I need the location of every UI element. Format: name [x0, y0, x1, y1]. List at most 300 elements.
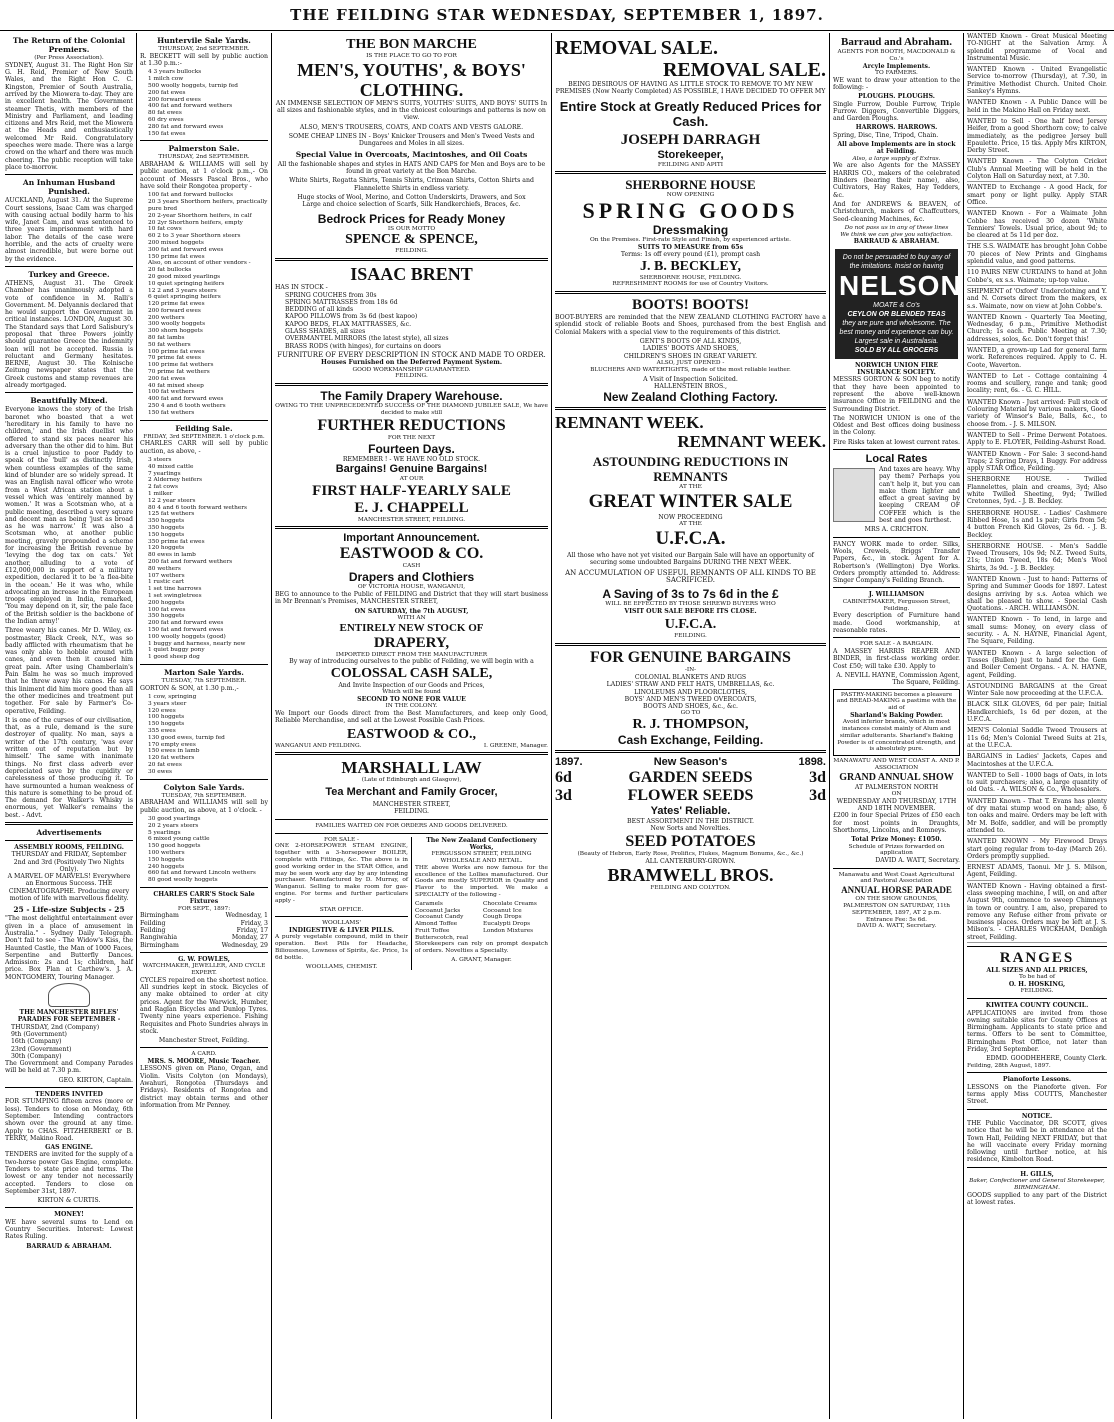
article-body: SYDNEY, August 31. The Right Hon Sir G. H. Reid, Premier of New South Wales, and the Right Hon C. C. Kingston, Premier of South Australia, arrived by the Miowera to-day. They are in excellent health. The Government steamer Thetis, with members of the Ministry and Parliament, and leading citizens and Mrs Reid, met the Miowera at the Heads and enthusiastically welcomed Mr Reid. Congratulatory speeches were made. There was a large crowd on the wharf and there was much cheering. The public reception will take place to-morrow.	[5, 61, 133, 171]
ad-text: ALL CANTERBURY-GROWN.	[645, 857, 736, 865]
ad-text: We think we can give you satisfaction.	[840, 231, 953, 238]
ad-text: FERGUSSON STREET, FEILDING	[431, 851, 532, 858]
list-item: SPRING MATTRASSES from 18s 6d	[285, 298, 398, 306]
classified-ad: WANTED Known - United Evangelistic Service to-morrow (Thursday), at 7.30, in Primitive Methodist Church. United Choir. Sankey's Hymns.	[967, 66, 1107, 97]
list-item: 1 quiet buggy pony	[148, 647, 205, 654]
list-item: 50 fat wethers	[148, 341, 191, 348]
list-item: 3 years steer	[148, 700, 187, 707]
list-item: 150 good hoggets	[148, 843, 201, 850]
ad-text: Entrance Fee: 5s 6d.	[866, 916, 927, 923]
ad-title: SEED POTATOES	[625, 832, 756, 850]
list-item: 80 wethers	[148, 565, 181, 572]
ad-title: A Saving of 3s to 7s 6d in the £	[602, 587, 779, 602]
list-item: 6 quiet springing heifers	[148, 294, 221, 301]
ad-title: The Family Drapery Warehouse.	[320, 389, 503, 404]
ad-title: Fourteen Days.	[368, 441, 455, 456]
list-item: 150 hoggets	[148, 531, 185, 538]
article-body: Everyone knows the story of the Irish baronet who boasted that a wet 'hereditary in his family to have no children,' and the Irish duellist who offered to stand six paces nearer his adversary than the other did to him. But is a cruel injustice to poor Paddy to speak of the 'bull' as distinctly Irish, when countless examples of the same kind of blunder are so widely spread. It was an English naval officer who wrote from a West African station about a vessel which was 'entirely manned by women.' It was a Scotsman who, at a public meeting, described a very square and decent man as being 'just as broad as he was narrow.' It was also a Scotsman who, at another public meeting, gravely propounded a scheme for increasing the British revenue by 'levying the dog tax on cats.' Yet another, alluding to a vote of £12,000,000 in support of a military expedition, declared it to be 'a flea-bite in the ocean.' He it was who, while advocating an increase in the European troops employed in India, remarked, 'You may depend on it, sir, the pale face of the British soldier is the backbone of the Indian army!'	[5, 406, 133, 625]
ad-title: Storekeeper,	[657, 148, 724, 161]
list-item: 6 mixed young cattle	[148, 836, 210, 843]
classified-ad: SHERBORNE HOUSE. - Twilled Flannelettes, plain and creams, 3yd; Also white Twilled Sheeting, 9yd; Twilled Cretonnes, 5yd. - J. B. Beckley.	[967, 476, 1107, 507]
list-item: 16th (Company)	[11, 1038, 62, 1046]
list-item: 20 2 years steers	[148, 822, 199, 829]
list-item: 20 good mixed yearlings	[148, 273, 221, 280]
sale-heading: Marton Sale Yards.	[164, 667, 244, 677]
list-item: 1 set tine harrows	[148, 586, 202, 593]
article-body: AUCKLAND, August 31. At the Supreme Court sessions, Isaac Cam was charged with causing actual bodily harm to his wife, Janet Cam, and was sentenced to three years imprisonment with hard labor. The details of the case were horrible, and the acts of cruelty were almost incredible, but were borne out by the evidence.	[5, 197, 133, 263]
sale-heading: Palmerston Sale.	[168, 144, 240, 154]
classified-ad: WANTED Known - Great Musical Meeting TO-NIGHT at the Salvation Army. A splendid programme of Vocal and Instrumental Music.	[967, 33, 1107, 64]
list-item: 1 cow, springing	[148, 694, 197, 701]
list-item: 100 wethers	[148, 849, 185, 856]
ad-title: NORWICH UNION FIRE INSURANCE SOCIETY.	[854, 361, 939, 377]
list-item: 125 fat wethers	[148, 511, 195, 518]
ad-text: A MASSEY HARRIS REAPER AND BINDER, in first-class working order. Cost £50; will take £30. Apply to	[833, 648, 960, 670]
table-cell: Feilding	[140, 919, 166, 927]
ad-text: CEYLON OR BLENDED TEAS	[847, 310, 946, 318]
ad-title: SHERBORNE HOUSE	[625, 177, 756, 193]
stock-list	[275, 292, 548, 350]
list-item: 1 good sheep dog	[148, 654, 200, 661]
list-item: 80 fat lambs	[148, 335, 185, 342]
sale-heading: Colyton Sale Yards.	[163, 782, 245, 792]
list-item: KAPOO BEDS, FLAX MATTRASSES, &c.	[285, 320, 412, 328]
ad-title: H. GILLS,	[1020, 1170, 1054, 1178]
ad-text: SECOND TO NONE FOR VALUE	[357, 695, 466, 703]
list-item: Fruit Toffee	[415, 927, 450, 934]
ad-text: CYCLES repaired on the shortest notice. All sundries kept in stock. Bicycles of any make obtained to order at city prices. Agent for the Warwick, Humber, and Raglan Bicycles and Dunlop Tyres. Twenty nine years experience. Fishing Requisites and Photo Sundries always in stock.	[140, 976, 268, 1035]
signature: KIRTON & CURTIS.	[37, 1197, 101, 1205]
ad-text: Terms: 1s off every pound (£1), prompt cash	[620, 251, 761, 259]
classified-ad: WANTED Known - Just arrived: Full stock of Colouring Material by various makers, Good variety of Winsor's Bale, Balls, &c., to choose from. - J. S. MILSON.	[967, 399, 1107, 430]
ad-title: BRAMWELL BROS.	[607, 864, 774, 885]
list-item: 80 good woolly hoggets	[148, 877, 218, 884]
ad-text: FOR SEPT., 1897:	[177, 905, 231, 912]
list-item: 10 fat cows	[148, 226, 182, 233]
ad-title: GRAND ANNUAL SHOW	[839, 771, 954, 783]
ad-text: REFRESHMENT ROOMS for use of Country Visitors.	[612, 281, 769, 288]
ad-text: BEING DESIROUS OF HAVING AS LITTLE STOCK TO REMOVE TO MY NEW PREMISES (Now Nearly Completed) AS POSSIBLE, I HAVE DECIDED TO OFFER MY	[555, 81, 826, 96]
ad-text: ON	[891, 791, 902, 798]
sale-lead: R. BECKETT will sell by public auction at 1.30 p.m.:-	[140, 52, 268, 68]
list-item: 1 buggy and harness, nearly new	[148, 640, 246, 647]
ad-text: WANGANUI AND FEILDING.	[275, 742, 362, 749]
ad-text: FANCY WORK made to order. Silks, Wools, Crewels, Briggs' Transfer Papers, &c., in stock. Agent for A. Robertson's (Wellington) Dye Works. Orders promptly attended to. Address: Singer Company's Feilding Branch.	[833, 540, 960, 585]
classified-ad: WANTED Known - The Colyton Cricket Club's Annual Meeting will be held in the Colyton Hall on Saturday next, at 7.30.	[967, 158, 1107, 182]
list-item: 30th (Company)	[11, 1052, 62, 1060]
list-item: 250 4 and 6 tooth wethers	[148, 403, 226, 410]
ad-text: Manawatu and West Coast Agricultural and Pastoral Association	[838, 871, 955, 885]
ad-text: Arcyle Implements.	[862, 62, 931, 70]
table-cell: Monday, 27	[231, 934, 268, 942]
list-item: 30 ewes	[148, 768, 173, 775]
ad-title: MARSHALL LAW	[341, 758, 482, 778]
classified-ad: WANTED Known - For Sale: 3 second-hand Traps; 2 Spring Drays, 1 Buggy. For address apply STAR Office, Feilding.	[967, 451, 1107, 475]
ad-text: WATCHMAKER, JEWELLER, AND CYCLE EXPERT.	[142, 963, 266, 976]
classified-ad: WANTED Known - To lend, in large and small sums: Money, on every class of security. - A. N. HAYNE, Financial Agent, The Square, Feilding.	[967, 616, 1107, 647]
classified-ad: WANTED Known - That T. Evans has plenty of dry matai stump wood on hand; also, 6 ton oaks and maire. Orders may be left with Mr M. Bolfe, saddler, and will be promptly attended to.	[967, 798, 1107, 836]
ad-title: Local Rates	[865, 452, 928, 465]
nelson-logo: NELSON	[839, 269, 962, 301]
list-item: 300 woolly hoggets	[148, 321, 206, 328]
classified-ad: WANTED Known - Having obtained a first-class sweeping machine, I will, on and after August 9th, commence to sweep Chimneys in town or country. I am, also, prepared to remove any Refuse either from private or business places. Orders may be left at J. S. Milson's. - CHARLES WICKHAM, Denbigh street, Feilding.	[967, 883, 1107, 943]
classified-ad: ERNEST ADAMS, Taonui. Mr J. S. Milson, Agent, Feilding.	[967, 864, 1107, 881]
list-item: 200 wethers	[148, 314, 185, 321]
ad-title: Cash Exchange, Feilding.	[617, 733, 764, 748]
ad-footer	[275, 743, 548, 750]
ad-text: The Government and Company Parades will be held at 7.30 p.m.	[5, 1060, 133, 1075]
ad-text: IS THE PLACE TO GO TO FOR	[366, 53, 457, 59]
ad-text: Do not be persuaded to buy any of the imitations. Insist on having	[842, 253, 951, 270]
list-item: London Mixtures	[483, 927, 534, 934]
list-item: Cocoanut Ice	[483, 907, 522, 914]
list-item: 2 fat cows	[148, 484, 178, 491]
list-item: 30 good yearlings	[148, 815, 201, 822]
ad-title: Bargains! Genuine Bargains!	[335, 462, 488, 475]
list-item: Chocolate Creams	[483, 900, 537, 907]
list-item: 10 quiet springing heifers	[148, 280, 225, 287]
ad-text: BOOT-BUYERS are reminded that the NEW ZEALAND CLOTHING FACTORY have a splendid stock of reliable Boots and Shoes, purchased from the best English and Colonial Makers with a special view to the requirements of this district.	[555, 314, 826, 336]
list-item: 350 hoggets	[148, 525, 185, 531]
classified-ad: WANTED KNOWN - My Firewood Drays start going regular from to-day (March 26). Orders promptly supplied.	[967, 838, 1107, 862]
ad-title: Tea Merchant and Family Grocer,	[325, 786, 498, 799]
article-body: It is one of the curses of our civilisation, that, as a rule, demand is the sure destroyer of quality. No man, says a writer of the 17th century, 'was ever written out of reputation but by himself.' The same with inanimate things. No first class adverb ever depreciated save by the cupidity or carelessness of those producing it. To have surmounted a human weakness of this nature is something to be proud of. The demand for Walker's Whisky is enormous, yet Walker's remains the best. - Advt.	[5, 716, 133, 819]
list-item: 23rd (Government)	[11, 1045, 72, 1053]
list-item: 200 forward ewes	[148, 96, 201, 103]
list-item: 80 fat ewes	[148, 110, 182, 117]
table-cell: Wednesday, 1	[225, 912, 268, 920]
nelson-tea-ad	[835, 249, 962, 359]
ad-title: Entire Stock at Greatly Reduced Prices for Cash.	[559, 98, 822, 129]
ad-text: FEILDING.	[674, 633, 707, 640]
year-label: 1897.	[555, 756, 583, 769]
ad-title: Yates' Reliable.	[650, 805, 731, 818]
list-item: 7 yearlings	[148, 470, 181, 477]
list-item: 2 Alderney heifers	[148, 477, 203, 484]
price-label: 6d	[555, 769, 572, 787]
article-heading: Beautifully Mixed.	[30, 396, 108, 406]
signature: BARRAUD & ABRAHAM.	[26, 1242, 112, 1250]
column-5	[830, 33, 964, 1419]
flower-seeds-line	[555, 787, 826, 805]
signature: BARRAUD & ABRAHAM.	[853, 238, 940, 246]
list-item: OVERMANTEL MIRRORS (the latest style), all sizes	[285, 335, 449, 343]
ad-text: MOATE & Co's	[873, 301, 920, 309]
list-item: 500 woolly hoggets, turnip fed	[148, 82, 239, 89]
ad-text: Fire Risks taken at lowest current rates.	[833, 438, 960, 446]
stock-list	[140, 457, 268, 661]
ad-text: Single Furrow, Double Furrow, Triple Furrow. Diggers, Convertible Diggers, and Garden Ploughs.	[833, 100, 960, 123]
sale-heading: Huntervile Sale Yards.	[157, 36, 251, 45]
price-label: 3d	[555, 787, 572, 805]
ad-text: Total Prize Money: £1050.	[851, 836, 942, 844]
list-item: 300 fat and forward ewes	[148, 246, 224, 253]
ad-title: E. J. CHAPPELL	[354, 499, 469, 516]
ad-text: SHERBORNE HOUSE, FEILDING.	[639, 274, 742, 281]
list-item: 120 hoggets	[148, 545, 185, 552]
ad-text: To be had of	[1018, 974, 1056, 981]
ad-text: CABINETMAKER, Fergusson Street, Feilding.	[842, 598, 951, 612]
classified-ad: WANTED to Sell - 1000 bags of Oats, in lots to suit purchasers; also, a large quantity of old Oats. - A. WILSON & Co., Wholesalers.	[967, 772, 1107, 796]
ad-text: LADIES' STRAW AND FELT HATS, UMBRELLAS, &c.	[606, 681, 775, 689]
list-item: 400 fat and forward ewes	[148, 396, 224, 403]
table-cell: Wednesday, 29	[221, 941, 268, 949]
ad-text: PLOUGHS. PLOUGHS.	[858, 93, 935, 101]
ad-text: Feilding, 28th August, 1897.	[967, 1062, 1051, 1069]
list-item: 170 empty ewes	[148, 741, 196, 748]
ad-text: Avoid inferior brands, which in most instances consist mainly of Alum and similar adulterants. Sharland's Baking Powder is of concentrated strength, and is absolutely pure.	[837, 719, 956, 753]
ad-text: LESSONS on the Pianoforte given. For terms apply Miss COUTTS, Manchester Street.	[967, 1083, 1107, 1106]
ad-text: SOLD BY ALL GROCERS	[854, 346, 939, 354]
sale-date: THURSDAY, 2nd SEPTEMBER.	[158, 46, 250, 52]
ad-title: REMNANT WEEK.	[555, 413, 704, 433]
ad-text: THURSDAY and FRIDAY, September 2nd and 3rd (Positively Two Nights Only).	[11, 851, 127, 873]
list-item: 150 fat ewes	[148, 130, 186, 137]
list-item: 100 fat and forward bullocks	[148, 192, 233, 199]
ad-text: FEILDING AND COLYTON.	[650, 884, 731, 891]
list-item: 300 shorn hoggets	[148, 328, 203, 335]
ad-text: AT THE	[679, 521, 702, 528]
list-item: Cocoanut Jacks	[415, 907, 461, 914]
ad-title: EASTWOOD & CO.,	[346, 726, 477, 742]
ad-text: AT THE	[679, 484, 702, 491]
article-heading: An Inhuman Husband Punished.	[22, 178, 116, 197]
masthead: THE FEILDING STAR WEDNESDAY, SEPTEMBER 1, 1897.	[0, 0, 1114, 31]
ad-text: And taxes are heavy. Why pay them? Perhaps you can't help it, but you can make them lighter and effect a great saving by keeping CREAM OF COFFEE which is the best and goes furthest.	[879, 465, 960, 525]
list-item: 130 good ewes, turnip fed	[148, 734, 225, 741]
ad-text: they are pure and wholesome. The best money and experience can buy. Largest sale in Australasia.	[839, 319, 954, 345]
ad-title: FOR GENUINE BARGAINS	[590, 649, 791, 667]
ad-text: GO TO	[680, 710, 701, 717]
ad-title: GARDEN SEEDS	[628, 769, 753, 787]
ad-title: DRAPERY,	[373, 634, 450, 651]
ad-text: Huge stocks of Wool, Merino, and Cotton Underskirts, Drawers, and Sox	[297, 194, 526, 202]
ad-title: 25 - Life-size Subjects - 25	[13, 905, 125, 915]
sale-lead: GORTON & SON, at 1.30 p.m.,-	[140, 684, 239, 692]
list-item: 200 forward ewes	[148, 307, 201, 314]
ad-title: FLOWER SEEDS	[627, 787, 754, 805]
signature: I. GREENE, Manager.	[483, 742, 548, 749]
ad-text: MANCHESTER STREET,	[372, 801, 451, 809]
ad-text: Also, a large supply of Extras.	[852, 155, 941, 162]
list-item: Cocoanut Candy	[415, 914, 464, 921]
ad-text: AN IMMENSE SELECTION OF MEN'S SUITS, YOUTHS' SUITS, AND BOYS' SUITS In all sizes and fashionable styles, and in the choicest colourings and patterns is now on view.	[275, 99, 548, 122]
ad-text: OWING TO THE UNPRECEDENTED SUCCESS OF THE DIAMOND JUBILEE SALE, We have decided to make still	[275, 403, 548, 416]
table-row	[140, 942, 268, 949]
list-item: 350 prime fat ewes	[148, 538, 205, 545]
parade-list	[5, 1024, 133, 1060]
table-row	[140, 934, 268, 941]
list-item: 150 prime fat ewes	[148, 253, 205, 260]
ad-title: ANNUAL HORSE PARADE	[841, 885, 952, 896]
ad-title: NOTICE.	[1021, 1112, 1053, 1120]
ad-text: FOR THE NEXT	[387, 434, 436, 441]
list-item: 12 2 and 3 years steers	[148, 287, 217, 294]
table-row	[140, 927, 268, 934]
list-item: 100 woolly hoggets (good)	[148, 633, 226, 640]
list-item: 120 ewes	[148, 707, 176, 714]
list-item: 400 fat and forward wethers	[148, 103, 233, 110]
sale-lead: ABRAHAM & WILLIAMS will sell by public auction, at 1 o'clock p.m.,- On account of Messrs Pascal Bros., who have sold their Rongotea property -	[140, 161, 268, 191]
ad-title: FIRST HALF-YEARLY SALE	[312, 482, 511, 499]
ad-text: OF VICTORIA HOUSE, WANGANUI,	[357, 584, 466, 591]
ad-text: WILL BE EFFECTED BY THOSE SHREWD BUYERS WHO	[605, 601, 776, 608]
ad-text: IMPORTED DIRECT FROM THE MANUFACTURER	[335, 651, 488, 658]
ad-text: Do not pass us in any of these lines	[844, 224, 949, 231]
sale-lead: CHARLES CARR will sell by public auction, as above, -	[140, 440, 268, 455]
list-item: 200 mixed hoggets	[148, 239, 204, 246]
column-1	[2, 33, 137, 1419]
sharland-ad	[833, 689, 960, 757]
list-item: 3 steers	[148, 457, 172, 464]
ad-text: By way of introducing ourselves to the public of Feilding, we will begin with a	[289, 658, 534, 666]
ad-title: The New Zealand Confectionery Works,	[426, 836, 537, 851]
column-4	[552, 33, 830, 1419]
ad-text: APPLICATIONS are invited from those owning suitable sites for County Offices at Birmingham. Applicants to state price and terms. Offers to be sent to Committee, Birmingham Post Office, not later than Friday, 3rd September.	[967, 1009, 1107, 1054]
ad-title: JOSEPH DARRAGH	[620, 131, 761, 148]
ad-title: U.F.C.A.	[664, 617, 717, 633]
ad-text: -IN-	[684, 667, 697, 674]
ad-title: G. W. FOWLES,	[178, 955, 230, 963]
ad-text: GENT'S BOOTS OF ALL KINDS,	[639, 338, 742, 346]
classified-ad: SHERBORNE HOUSE. - Ladies' Cashmere Ribbed Hose, 1s and 1s pair; Girls from 5d; 4 button French Kid Gloves, 2s 6d. - J. B. Beckley.	[967, 510, 1107, 541]
sale-date: TUESDAY, 7th SEPTEMBER.	[161, 677, 247, 684]
ad-text: FEILDING.	[395, 373, 428, 380]
ad-text: CASH	[402, 563, 421, 570]
signature: EDMD. GOODHEHERE, County Clerk.	[986, 1055, 1107, 1063]
ad-title: MONEY!	[54, 1211, 84, 1219]
sale-heading: Feilding Sale.	[175, 423, 233, 433]
ad-title: KIWITEA COUNTY COUNCIL.	[985, 1002, 1089, 1010]
lolly-list-b	[483, 901, 548, 942]
classified-ad: WANTED to Sell - Prime Derwent Potatoes. Apply to E. FLOYER, Feilding-Ashurst Road.	[967, 432, 1107, 449]
ad-text: A MARVEL OF MARVELS! Everywhere an Enormous Success. THE CINEMATOGRAPHE. Producing every motion of life with marvellous fidelity.	[7, 873, 131, 903]
table-cell: Rangiwahia	[140, 934, 178, 942]
ad-title: FURTHER REDUCTIONS	[317, 416, 506, 434]
list-item: 12 2 year steers	[148, 497, 196, 504]
lolly-list-a	[415, 901, 480, 942]
list-item: 9th (Government)	[11, 1030, 67, 1038]
garden-seeds-line	[555, 769, 826, 787]
sale-date: THURSDAY, 2nd SEPTEMBER.	[158, 154, 250, 161]
ad-title: RANGES	[999, 950, 1075, 967]
section-heading: Advertisements	[36, 828, 102, 837]
list-item: 150 ewes in lamb	[148, 748, 200, 755]
ad-text: We Import our Goods direct from the Best Manufacturers, and keep only Good, Reliable Merchandise, and sell at the Lowest Possible Cash Prices.	[275, 709, 548, 725]
column-3	[272, 33, 552, 1419]
ad-title: SPENCE & SPENCE,	[345, 232, 478, 248]
classified-ad: WANTED Known - A Public Dance will be held in the Makino Hall on Friday next.	[967, 99, 1107, 116]
list-item: 1 milker	[148, 491, 173, 498]
ad-text: AGENTS FOR BOOTH, MACDONALD & Co.'s	[837, 49, 956, 62]
signature: DAVID A. WATT, Secretary.	[856, 923, 937, 930]
list-item: 60 2 to 3 year Shorthorn steers	[148, 233, 241, 240]
ad-text: The NORWICH UNION is one of the Oldest and Best offices doing business in the Colony.	[833, 414, 960, 437]
ad-title: ASTOUNDING REDUCTIONS IN	[592, 454, 789, 470]
ad-title: Sharland's Baking Powder.	[850, 711, 943, 719]
ad-text: (Late of Edinburgh and Glasgow),	[361, 777, 462, 784]
ad-text: A Visit of Inspection Solicited.	[643, 375, 738, 383]
classified-ad: BARGAINS in Ladies' Jackets, Capes and Macintoshes at the U.F.C.A.	[967, 753, 1107, 770]
list-item: 150 fat and forward ewes	[148, 626, 224, 633]
classified-ad: BLACK SILK GLOVES, 6d per pair; Initial Handkerchiefs, 1s 6d per dozen, at the U.F.C.A.	[967, 701, 1107, 725]
ad-text: Large and choice selection of Scarfs, Silk Handkerchiefs, Braces, &c.	[302, 201, 521, 209]
list-item: 200 fat and forward wethers	[148, 558, 233, 565]
ad-text: THE above Works are now famous for the excellence of the Lollies manufactured. Our Goods are mostly SUPERIOR in Quality and Flavor to the imported. We make a SPECIALTY of the following -	[415, 864, 548, 898]
ad-text: TO FARMERS.	[875, 69, 918, 76]
ad-title: J. WILLIAMSON	[868, 591, 925, 599]
article-body: Three weary his canes. Mr D. Wiley, ex-postmaster, Black Creek, N.Y., was so badly afflicted with rheumatism that he was only able to hobble around with canes, and even then it caused him great pain. After using Chamberlain's Pain Balm he was so much improved that he threw away his canes. He says this liniment did him more good than all the other medicines and treatment put together. For sale by Farmer's Co-operative, Feilding.	[5, 627, 133, 715]
ad-title: REMOVAL SALE.	[662, 59, 826, 81]
list-item: 40 mixed cattle	[148, 463, 194, 470]
ad-text: Spring, Disc, Tine, Tripod, Chain.	[833, 131, 939, 139]
ad-text: MANAWATU AND WEST COAST A. AND P. ASSOCIATION	[833, 758, 960, 771]
ad-text: (Beauty of Hebron, Early Rose, Prolifics, Flukes, Magnum Bonums, &c., &c.)	[577, 850, 804, 857]
ad-text: AT PALMERSTON NORTH	[854, 783, 939, 791]
stock-list	[140, 192, 268, 416]
list-item: 150 fat wethers	[148, 409, 195, 416]
list-item: 200 hoggets	[148, 599, 185, 606]
ad-text: ON SATURDAY, the 7th AUGUST,	[354, 607, 469, 615]
list-item: 355 ewes	[148, 728, 176, 735]
table-cell: Friday, 3	[240, 919, 268, 927]
ad-text: BEG to announce to the Public of FEILDING and District that they will start business in Mr Brennan's Premises, MANCHESTER STREET,	[275, 590, 548, 606]
ad-text: PASTRY-MAKING becomes a pleasure and BREAD-MAKING a pastime with the aid of	[836, 691, 957, 712]
list-item: 100 prime fat ewes	[148, 348, 205, 355]
ad-text: All the fashionable shapes and styles in HATS AND CAPS for Men and Boys are to be found in great variety at the Bon Marche.	[277, 160, 546, 176]
signature: WOOLLAMS, CHEMIST.	[305, 963, 378, 970]
signature: MRS A. CRICHTON.	[864, 526, 929, 534]
ad-text: Manchester Street, Feilding.	[158, 1037, 250, 1045]
list-item: GLASS SHADES, all sizes	[285, 328, 366, 336]
ad-text: We are also Agents for the MASSEY HARRIS CO., makers of the celebrated Binders (bearing their name), also, Cultivators, Hay Rakes, Hay Tedders, &c.	[833, 162, 960, 199]
list-item: 20 fat bullocks	[148, 267, 192, 274]
classified-ad: WANTED Known - Just to hand: Patterns of Spring and Summer Goods for 1897. Latest designs arriving by s.s. Aotea which we shall be pleased to show. - Special Cash Quotations. - ARCH. WILLIAMSON.	[967, 576, 1107, 614]
ad-title: ASSEMBLY ROOMS, FEILDING.	[14, 844, 124, 851]
ad-text: AN ACCUMULATION OF USEFUL REMNANTS OF ALL KINDS TO BE SACRIFICED.	[565, 568, 816, 584]
ad-title: Drapers and Clothiers	[348, 570, 475, 585]
ad-text: VISIT OUR SALE BEFORE ITS CLOSE.	[624, 608, 757, 616]
table-cell: Friday, 17	[236, 926, 268, 934]
list-item: 40 fat mixed sheep	[148, 382, 204, 389]
list-item: 280 fat and forward ewes	[148, 123, 224, 130]
classified-ad: WANTED Known - A large selection of Tusses (Bullen) just to hand for the Gem and Boiler Cement Organs. - A. N. HAYNE, agent, Feilding.	[967, 650, 1107, 681]
list-item: 200 fat ewes	[148, 375, 186, 382]
list-item: 350 hoggets	[148, 518, 185, 525]
ad-text: NOW OPENING	[666, 192, 715, 199]
ad-title: SPRING GOODS	[582, 198, 799, 224]
ad-text: IS OUR MOTTO	[387, 225, 436, 232]
ad-text: "The most delightful entertainment ever given in a place of amusement in Australia." - Sydney Daily Telegraph. Don't fail to see - The Widow's Kiss, the Haunted Castle, the Man of 1000 Faces, Serpentine and Butterfly Dances. Admission: 2s and 1s; children, half price. Box Plan at Carthew's. J. A. MONTGOMERY, Touring Manager.	[5, 915, 133, 981]
list-item: BRASS RODS (with hinges), for curtains on doors	[285, 342, 441, 350]
ad-text: Schedule of Prizes forwarded on application	[848, 843, 945, 857]
signature: DAVID A. WATT, Secretary.	[875, 857, 960, 865]
ad-text: BEST ASSORTMENT IN THE DISTRICT.	[627, 818, 754, 826]
ad-text: LADIES' BOOTS AND SHOES,	[642, 345, 739, 353]
ad-text: WEDNESDAY AND THURSDAY, 17TH AND 18TH NOVEMBER.	[836, 797, 957, 813]
classified-ad: WANTED Known - For a Waimate John Cobbe has received 30 dozen 'White Tenniers' Towels. Usual price, about 9d; to be cleared at 5s 11d per doz.	[967, 210, 1107, 241]
ad-text: ONE 2-HORSEPOWER STEAM ENGINE, together with a 3-horsepower BOILER, complete with Fittings, &c. The above is in good working order in the STAR Office, and may be seen work any day by any intending purchaser. Manufactured by D. Murray, of Wanganui. Selling to make room for gas-engine. For terms and further particulars apply -	[275, 843, 408, 904]
ad-text: New Sorts and Novelties.	[650, 825, 731, 833]
list-item: 100 hoggets	[148, 714, 185, 721]
ad-text: FEILDING.	[395, 248, 428, 255]
list-item: 100 fat wethers	[148, 389, 195, 396]
ad-text: Every description of Furniture hand made. Good workmanship, at reasonable rates.	[833, 612, 960, 634]
ad-text: LESSONS given on Piano, Organ, and Violin. Visits Colyton (on Mondays), Awahuri, Rongotea (Thursdays and Fridays). Residents of Rongotea and district may obtain terms and other information from Mr Penney.	[140, 1065, 268, 1109]
list-item: 100 fat ewes	[148, 606, 186, 613]
ad-text: MANCHESTER STREET, FEILDING.	[357, 516, 466, 523]
small-ads-right	[411, 837, 548, 971]
